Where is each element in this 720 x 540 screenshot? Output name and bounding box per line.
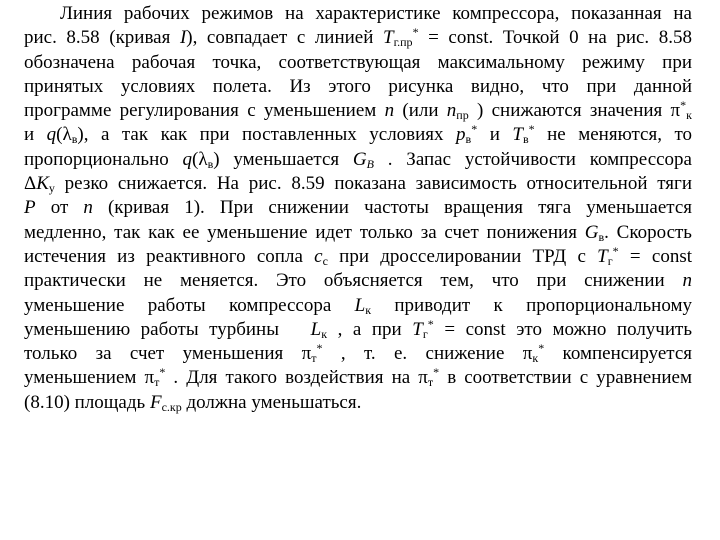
text-line-4: принятых условиях полета. Из этого рисунка видно, что при данной (24, 75, 692, 97)
text-line-5: программе регулирования с уменьшением n (или $n_{пр}$ ) снижаются значения $\pi^*_к$ (24, 98, 692, 123)
text-line-10: медленно, так как ее уменьшение идет только за счет понижения $G_в$. Скорость (24, 221, 692, 244)
text-line-14: уменьшению работы турбины $L_к$ , а при $T_г^*$ = const это можно получить (24, 316, 692, 341)
text-line-16: уменьшением $\pi_т^*$ . Для такого воздействия на $\pi_т^*$ в соответствии с уравнением (24, 365, 692, 390)
text-line-13: уменьшение работы компрессора $L_к$ приводит к пропорциональному (24, 294, 692, 317)
text-line-3: обозначена рабочая точка, соответствующая максимальному режиму при (24, 51, 692, 73)
text-line-11: истечения из реактивного сопла $c_с$ при дросселировании ТРД с $T_г^*$ = const (24, 243, 692, 268)
body-paragraph (24, 2, 692, 415)
text-line-8: $\Delta K_у$ резко снижается. На рис. 8.59 показана зависимость относительной тяги (24, 173, 692, 196)
text-line-6: и $q(\lambda_в)$, а так как при поставленных условиях $p_в^*$ и $T_в^*$ не меняются, то (24, 122, 693, 147)
text-line-17: (8.10) площадь $F_{с.кр}$ должна уменьшаться. (24, 391, 362, 414)
text-line-12: практически не меняется. Это объясняется тем, что при снижении n (24, 270, 692, 292)
text-line-7: пропорционально $q(\lambda_в)$ уменьшается $G_B$ . Запас устойчивости компрессора (24, 148, 692, 171)
text-line-1: Линия рабочих режимов на характеристике компрессора, показанная на (60, 3, 692, 24)
text-line-15: только за счет уменьшения $\pi_т^*$ , т. е. снижение $\pi_к^*$ компенсируется (24, 341, 692, 366)
text-line-2: рис. 8.58 (кривая I), совпадает с линией $T_{г.пр}^*$ = const. Точкой 0 на рис. 8.58 (24, 25, 692, 50)
text-line-9: P от n (кривая 1). При снижении частоты вращения тяга уменьшается (24, 197, 692, 219)
